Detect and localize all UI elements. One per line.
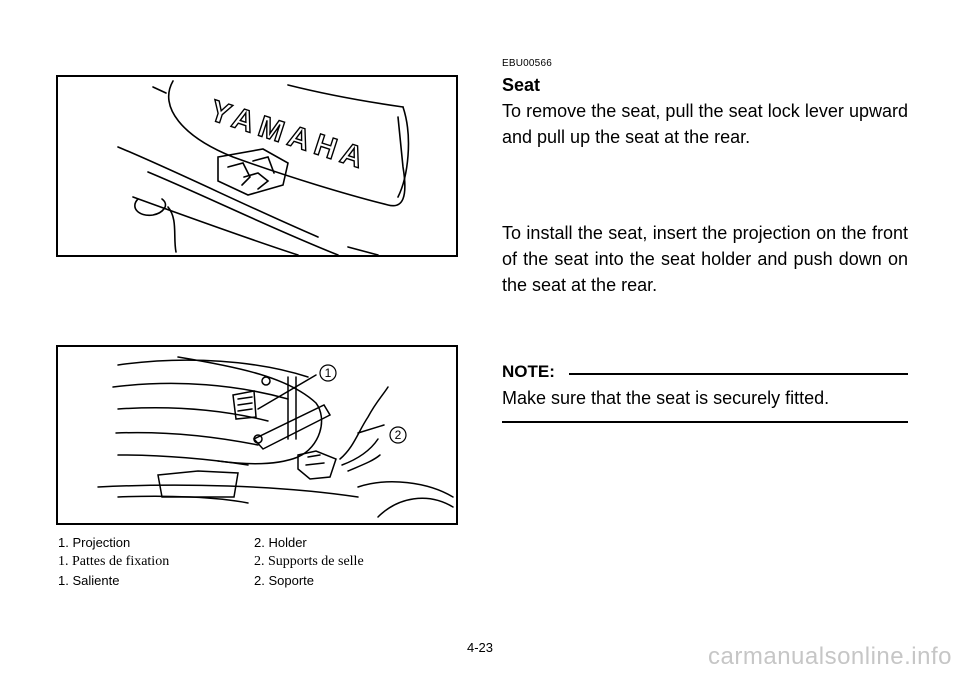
installation-paragraph: To install the seat, insert the projection on the front of the seat into the seat holder and push down on the seat at the rear.: [502, 223, 908, 295]
seat-lock-illustration: [56, 75, 458, 257]
caption-row-spanish: [58, 571, 458, 590]
caption-row-english: [58, 533, 458, 552]
note-box: [502, 362, 908, 423]
caption-item: 1. Pattes de fixation: [58, 553, 170, 569]
seat-install-illustration: [56, 345, 458, 525]
page-number: 4-23: [466, 640, 494, 655]
svg-text:1: 1: [324, 366, 332, 380]
section-title: Seat: [502, 75, 541, 95]
note-label: NOTE:: [502, 362, 555, 381]
figure-captions: [58, 533, 458, 590]
callout-2: [390, 427, 406, 443]
caption-row-french: [58, 552, 458, 571]
removal-paragraph: To remove the seat, pull the seat lock lever upward and pull up the seat at the rear.: [502, 101, 908, 147]
caption-item: 2. Holder: [254, 535, 307, 550]
caption-item: 2. Supports de selle: [254, 553, 364, 569]
yamaha-logo: [206, 94, 373, 176]
caption-item: 2. Soporte: [254, 573, 314, 588]
note-rule: [569, 373, 908, 375]
seat-section: [502, 58, 908, 423]
svg-text:YAMAHA: YAMAHA: [205, 94, 373, 177]
callout-1: [320, 365, 336, 381]
caption-item: 1. Projection: [58, 535, 131, 550]
note-text: Make sure that the seat is securely fitted.: [502, 388, 908, 423]
watermark: carmanualsonline.info: [708, 643, 952, 670]
caption-item: 1. Saliente: [58, 573, 120, 588]
note-header: [502, 362, 908, 382]
section-code: EBU00566: [502, 58, 552, 69]
svg-text:2: 2: [394, 428, 402, 442]
